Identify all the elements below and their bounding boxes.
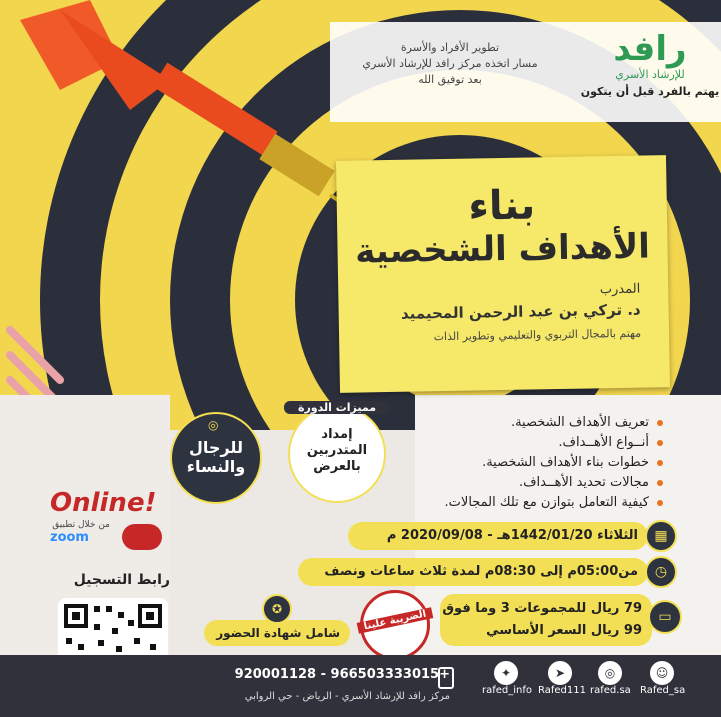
twitter-icon: ✦ [494, 661, 518, 685]
footer [0, 655, 721, 717]
brand-slogan: يهتم بالفرد قبل أن يتكون [580, 85, 720, 98]
price-group: 79 ريال للمجموعات 3 وما فوق [442, 601, 642, 616]
price-base: 99 ريال السعر الأساسي [486, 623, 642, 638]
list-item: مجالات تحديد الأهــداف. [403, 473, 663, 493]
social-handle: Rafed_sa [640, 685, 686, 696]
features-label: مميزات الدورة [284, 401, 390, 414]
date-pill: الثلاثاء 1442/01/20هـ - 2020/09/08 م [348, 522, 648, 550]
header-card [330, 22, 721, 122]
online-via: من خلال تطبيق [52, 520, 110, 530]
snapchat-icon: ☺ [650, 661, 674, 685]
tax-badge-text: الضريبة علينا [357, 607, 434, 634]
header-intro [335, 40, 565, 88]
trainer-name: د. تركي بن عبد الرحمن المحيميد [400, 300, 641, 323]
footer-address: مركز رافد للإرشاد الأسري - الرياض - حي الروابي [244, 691, 450, 702]
online-block [50, 488, 170, 545]
list-item: تعريف الأهداف الشخصية. [403, 413, 663, 433]
certificate-pill: شامل شهادة الحضور [204, 620, 350, 646]
certificate-icon: ✪ [262, 594, 292, 624]
intro-line-1: تطوير الأفراد والأسرة [400, 41, 500, 54]
audience-text: للرجال والنساء [186, 438, 246, 476]
list-item: خطوات بناء الأهداف الشخصية. [403, 453, 663, 473]
logo [580, 30, 720, 98]
calendar-icon: ▦ [645, 520, 677, 552]
features-badge [288, 401, 386, 503]
course-title-line-1: بناء [467, 182, 536, 230]
tax-badge [360, 590, 430, 660]
social-telegram[interactable] [538, 661, 586, 696]
money-icon: ▭ [648, 600, 682, 634]
list-item: أنــواع الأهــداف. [403, 433, 663, 453]
time-pill: من05:00م إلى 08:30م لمدة ثلاث ساعات ونصف [298, 558, 648, 586]
register-link[interactable]: رابط التسجيل [73, 572, 170, 588]
pricing-block [440, 594, 652, 646]
target-icon: ◎ [208, 418, 219, 432]
audience-badge [170, 412, 262, 504]
intro-line-2: مسار اتخذه مركز رافد للإرشاد الأسري [362, 57, 538, 70]
social-twitter[interactable] [482, 661, 532, 696]
trainer-label: المدرب [599, 281, 641, 298]
clock-icon: ◷ [645, 556, 677, 588]
mouse-icon [122, 524, 162, 550]
trainer-description: مهتم بالمجال التربوي والتعليمي وتطوير الذات [433, 326, 642, 344]
brand-subtitle: للإرشاد الأسري [615, 68, 685, 81]
course-sticky-note [336, 155, 670, 393]
online-label: Online! [50, 488, 157, 518]
course-title-line-2: الأهداف الشخصية [354, 226, 651, 272]
social-snapchat[interactable] [640, 661, 685, 696]
footer-phones: +966503333015 - 920001128 [234, 667, 450, 682]
intro-line-3: بعد توفيق الله [418, 73, 482, 86]
social-handle: Rafed111 [538, 685, 586, 696]
topics-list [403, 413, 663, 513]
social-handle: rafed.sa [590, 685, 631, 696]
telegram-icon: ➤ [548, 661, 572, 685]
zoom-logo: zoom [50, 530, 89, 545]
social-instagram[interactable] [590, 661, 631, 696]
social-handle: rafed_info [482, 685, 533, 696]
brand-name: رافد [613, 29, 687, 69]
list-item: كيفية التعامل بتوازن مع تلك المجالات. [403, 493, 663, 513]
phone-icon [438, 667, 454, 689]
features-text: إمداد المتدربين بالعرض [306, 427, 368, 474]
instagram-icon: ◎ [598, 661, 622, 685]
